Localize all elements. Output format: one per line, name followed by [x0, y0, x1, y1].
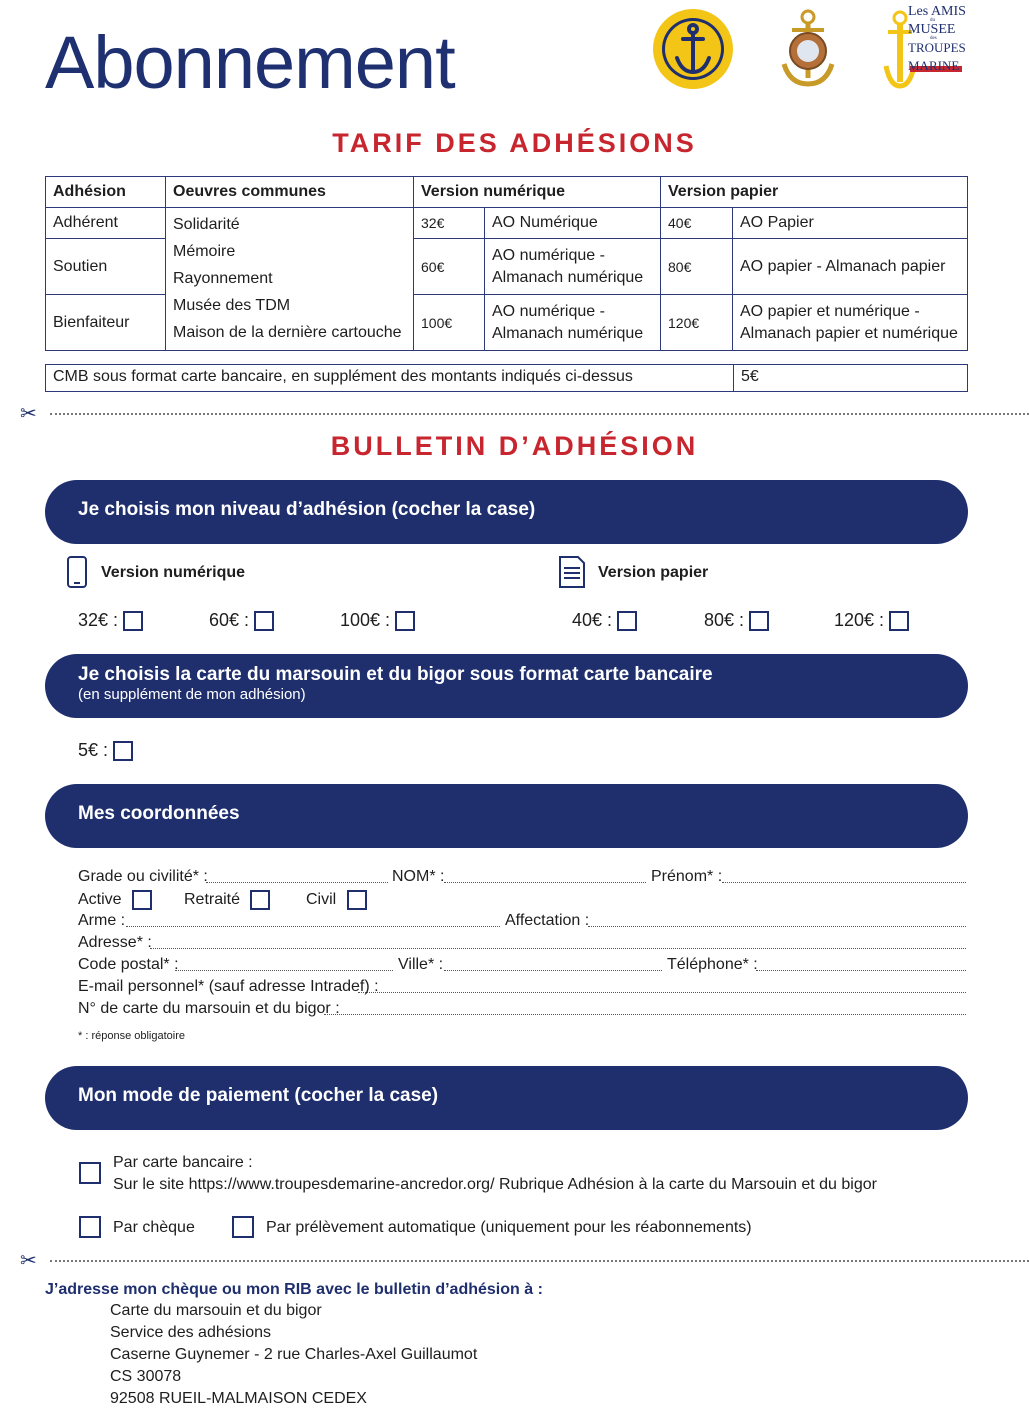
option-120[interactable]: [834, 610, 909, 631]
table-cell: 60€: [414, 239, 485, 295]
code-postal-field[interactable]: [175, 970, 393, 971]
table-cell: AO papier et numérique - Almanach papier et numérique: [733, 295, 968, 351]
table-cell: Adhérent: [46, 208, 166, 239]
code-postal-label: Code postal* :: [78, 956, 179, 973]
logo-text-line: de: [944, 54, 949, 59]
carte-num-label: N° de carte du marsouin et du bigor :: [78, 1000, 340, 1017]
section-heading: Je choisis mon niveau d’adhésion (cocher la case): [78, 499, 536, 520]
prenom-field[interactable]: [722, 882, 966, 883]
telephone-field[interactable]: [756, 970, 966, 971]
oeuvre-item: Mémoire: [173, 243, 236, 260]
adresse-label: Adresse* :: [78, 934, 152, 951]
tarif-title: TARIF DES ADHÉSIONS: [332, 128, 697, 158]
option-label: 100€ :: [340, 610, 391, 630]
paper-document-icon: [558, 556, 586, 593]
option-label: 60€ :: [209, 610, 250, 630]
version-papier-label: Version papier: [598, 564, 709, 581]
anchor-crest-logo: [776, 6, 840, 90]
table-cell: Bienfaiteur: [46, 295, 166, 351]
affectation-field[interactable]: [588, 926, 966, 927]
pay-prelevement-label: Par prélèvement automatique (uniquement pour les réabonnements): [266, 1219, 752, 1236]
nom-field[interactable]: [444, 882, 646, 883]
section-subheading: (en supplément de mon adhésion): [78, 686, 306, 703]
version-numerique-label: Version numérique: [101, 564, 246, 581]
checkbox-pay-prelevement[interactable]: [232, 1216, 254, 1238]
column-header: Version numérique: [414, 177, 661, 208]
oeuvre-item: Rayonnement: [173, 270, 273, 287]
table-row: [46, 208, 968, 239]
email-label: E-mail personnel* (sauf adresse Intradef) :: [78, 978, 379, 995]
pay-cheque-label: Par chèque: [113, 1219, 195, 1236]
option-80[interactable]: [704, 610, 769, 631]
ville-label: Ville* :: [398, 956, 444, 973]
affectation-label: Affectation :: [505, 912, 590, 929]
grade-field[interactable]: [206, 882, 388, 883]
logo-text-line: MARINE: [908, 58, 960, 73]
oeuvre-item: Musée des TDM: [173, 297, 291, 314]
scissors-icon: ✂: [20, 403, 37, 425]
checkbox-80[interactable]: [749, 611, 769, 631]
scissors-icon: ✂: [20, 1250, 37, 1272]
amis-musee-logo: [882, 4, 972, 92]
logo-text-line: des: [930, 36, 937, 41]
page-title: Abonnement: [45, 21, 455, 104]
status-label: Civil: [306, 891, 337, 909]
cmb-label: CMB sous format carte bancaire, en supplément des montants indiqués ci-dessus: [46, 365, 734, 391]
checkbox-active[interactable]: [132, 890, 152, 910]
cmb-price: 5€: [741, 368, 759, 385]
telephone-label: Téléphone* :: [667, 956, 758, 973]
table-cell: AO numérique - Almanach numérique: [485, 239, 661, 295]
section-header-coordonnees: [45, 784, 968, 848]
mailing-heading: J’adresse mon chèque ou mon RIB avec le bulletin d’adhésion à :: [45, 1281, 543, 1298]
phone-icon: [66, 556, 88, 593]
bulletin-title: BULLETIN D’ADHÉSION: [330, 431, 699, 461]
column-header: Oeuvres communes: [166, 177, 414, 208]
option-60[interactable]: [209, 610, 274, 631]
table-cell: 40€: [661, 208, 733, 239]
checkbox-civil[interactable]: [347, 890, 367, 910]
option-label: 32€ :: [78, 610, 119, 630]
section-header-niveau: [45, 480, 968, 544]
status-retraite[interactable]: [184, 890, 270, 910]
option-100[interactable]: [340, 610, 415, 631]
prenom-label: Prénom* :: [651, 868, 723, 885]
table-cell: 100€: [414, 295, 485, 351]
section-heading: Mon mode de paiement (cocher la case): [78, 1085, 439, 1106]
logo-text-line: Les AMIS: [908, 4, 966, 19]
option-32[interactable]: [78, 610, 143, 631]
logo-text-line: MUSEE: [908, 22, 956, 37]
pay-card-label: Par carte bancaire :: [113, 1154, 253, 1171]
address-line: CS 30078: [110, 1368, 182, 1385]
arme-label: Arme :: [78, 912, 126, 929]
logo-text-line: TROUPES: [908, 40, 966, 55]
table-header-row: [46, 177, 968, 208]
table-cell: Soutien: [46, 239, 166, 295]
table-cell: AO papier - Almanach papier: [733, 239, 968, 295]
checkbox-pay-cheque[interactable]: [79, 1216, 101, 1238]
checkbox-40[interactable]: [617, 611, 637, 631]
table-cell: AO Papier: [733, 208, 968, 239]
logo-text-line: du: [930, 18, 935, 23]
arme-field[interactable]: [126, 926, 500, 927]
status-label: Active: [78, 891, 122, 909]
option-card-5[interactable]: [78, 740, 133, 761]
nom-label: NOM* :: [392, 868, 445, 885]
table-cell: AO Numérique: [485, 208, 661, 239]
table-cell: 120€: [661, 295, 733, 351]
checkbox-card-5[interactable]: [113, 741, 133, 761]
checkbox-60[interactable]: [254, 611, 274, 631]
required-note: * : réponse obligatoire: [78, 1030, 186, 1042]
tarif-table: [45, 176, 968, 351]
oeuvre-item: Solidarité: [173, 216, 240, 233]
checkbox-32[interactable]: [123, 611, 143, 631]
table-cell: 32€: [414, 208, 485, 239]
cut-line: [20, 403, 1029, 425]
email-field[interactable]: [358, 992, 966, 993]
adresse-field[interactable]: [150, 948, 966, 949]
address-line: 92508 RUEIL-MALMAISON CEDEX: [110, 1390, 367, 1407]
section-heading: Je choisis la carte du marsouin et du bigor sous format carte bancaire: [78, 664, 713, 685]
option-40[interactable]: [572, 610, 637, 631]
checkbox-pay-card[interactable]: [79, 1162, 101, 1184]
column-header: Version papier: [661, 177, 968, 208]
column-header: Adhésion: [46, 177, 166, 208]
table-cell: 80€: [661, 239, 733, 295]
status-label: Retraité: [184, 891, 241, 909]
checkbox-100[interactable]: [395, 611, 415, 631]
oeuvre-item: Maison de la dernière cartouche: [173, 324, 402, 341]
section-heading: Mes coordonnées: [78, 803, 240, 824]
ville-field[interactable]: [444, 970, 662, 971]
carte-num-field[interactable]: [324, 1014, 966, 1015]
section-header-paiement: [45, 1066, 968, 1130]
pay-card-detail: Sur le site https://www.troupesdemarine-ancredor.org/ Rubrique Adhésion à la carte du Marsouin et du bigor: [113, 1176, 877, 1193]
grade-label: Grade ou civilité* :: [78, 868, 208, 885]
troupes-de-marine-logo: [652, 8, 734, 90]
option-label: 5€ :: [78, 740, 109, 760]
checkbox-120[interactable]: [889, 611, 909, 631]
status-civil[interactable]: [306, 890, 367, 910]
option-label: 40€ :: [572, 610, 613, 630]
cut-line: [20, 1250, 1029, 1272]
table-cell: AO numérique - Almanach numérique: [485, 295, 661, 351]
oeuvres-cell: [166, 208, 414, 351]
option-label: 80€ :: [704, 610, 745, 630]
section-header-carte: [45, 654, 968, 718]
status-active[interactable]: [78, 890, 152, 910]
address-line: Carte du marsouin et du bigor: [110, 1302, 322, 1319]
cmb-supplement-row: [45, 364, 968, 392]
option-label: 120€ :: [834, 610, 885, 630]
checkbox-retraite[interactable]: [250, 890, 270, 910]
mailing-address: [110, 1300, 477, 1410]
address-line: Service des adhésions: [110, 1324, 271, 1341]
address-line: Caserne Guynemer - 2 rue Charles-Axel Guillaumot: [110, 1346, 478, 1363]
